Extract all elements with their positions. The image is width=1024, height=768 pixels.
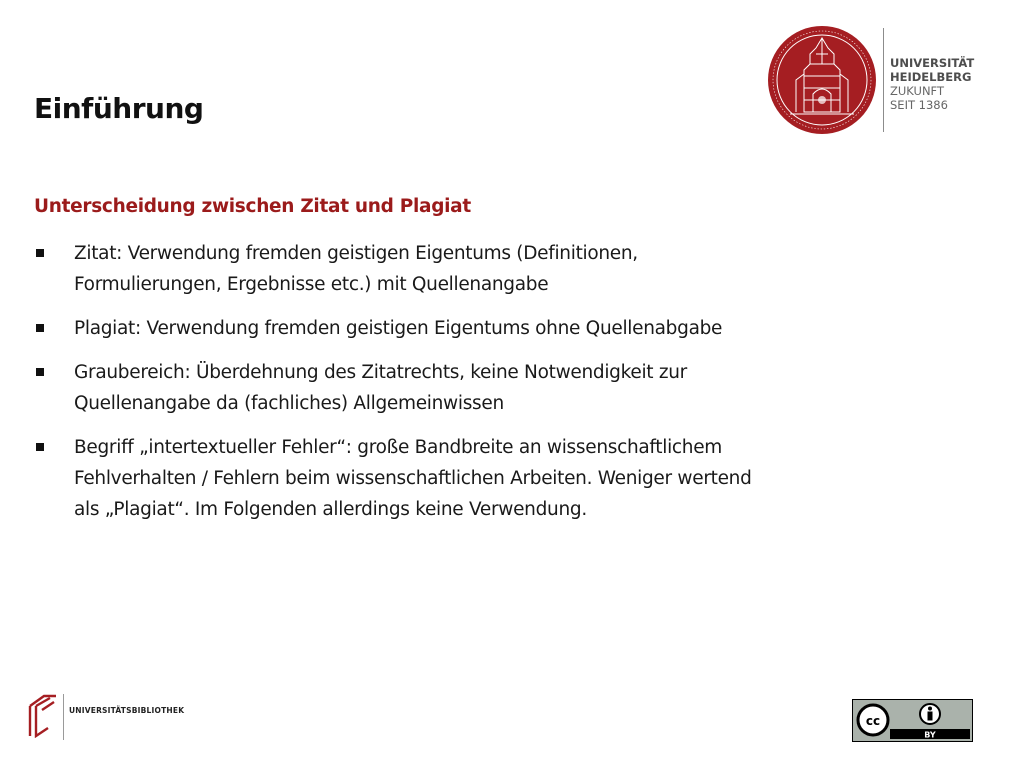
bullet-line: Quellenangabe da (fachliches) Allgemeinwissen xyxy=(74,393,504,414)
bullet-line: Fehlverhalten / Fehlern beim wissenschaftlichen Arbeiten. Weniger wertend xyxy=(74,468,752,489)
wordmark-line-4: SEIT 1386 xyxy=(890,98,948,112)
bullet-item-plagiat xyxy=(34,313,894,344)
bullet-item-zitat xyxy=(34,238,894,300)
square-bullet-icon xyxy=(36,249,44,257)
bullet-item-graubereich xyxy=(34,357,894,419)
square-bullet-icon xyxy=(36,443,44,451)
library-label: UNIVERSITÄTSBIBLIOTHEK xyxy=(69,706,185,715)
bullet-line: Plagiat: Verwendung fremden geistigen Eigentums ohne Quellenabgabe xyxy=(74,318,723,339)
bullet-line: als „Plagiat“. Im Folgenden allerdings keine Verwendung. xyxy=(74,499,587,520)
bullet-line: Zitat: Verwendung fremden geistigen Eigentums (Definitionen, xyxy=(74,243,638,264)
square-bullet-icon xyxy=(36,368,44,376)
university-seal-logo xyxy=(766,24,878,136)
svg-text:cc: cc xyxy=(865,714,881,728)
bullet-item-begriff xyxy=(34,432,894,525)
section-heading: Unterscheidung zwischen Zitat und Plagiat xyxy=(34,196,471,217)
logo-divider xyxy=(883,28,884,132)
cc-by-license-icon[interactable] xyxy=(852,699,973,742)
wordmark-line-3: ZUKUNFT xyxy=(890,84,944,98)
university-wordmark xyxy=(890,56,974,112)
bullet-line: Formulierungen, Ergebnisse etc.) mit Quellenangabe xyxy=(74,274,549,295)
library-logo-icon xyxy=(26,694,58,738)
bullet-line: Begriff „intertextueller Fehler“: große Bandbreite an wissenschaftlichem xyxy=(74,437,723,458)
bullet-line: Graubereich: Überdehnung des Zitatrechts, keine Notwendigkeit zur xyxy=(74,362,687,383)
wordmark-line-2: HEIDELBERG xyxy=(890,70,972,84)
slide-title: Einführung xyxy=(34,92,204,125)
license-badge-label: BY xyxy=(924,730,936,740)
square-bullet-icon xyxy=(36,324,44,332)
bullet-list xyxy=(34,238,894,538)
wordmark-line-1: UNIVERSITÄT xyxy=(890,56,975,70)
footer-divider xyxy=(63,694,64,740)
